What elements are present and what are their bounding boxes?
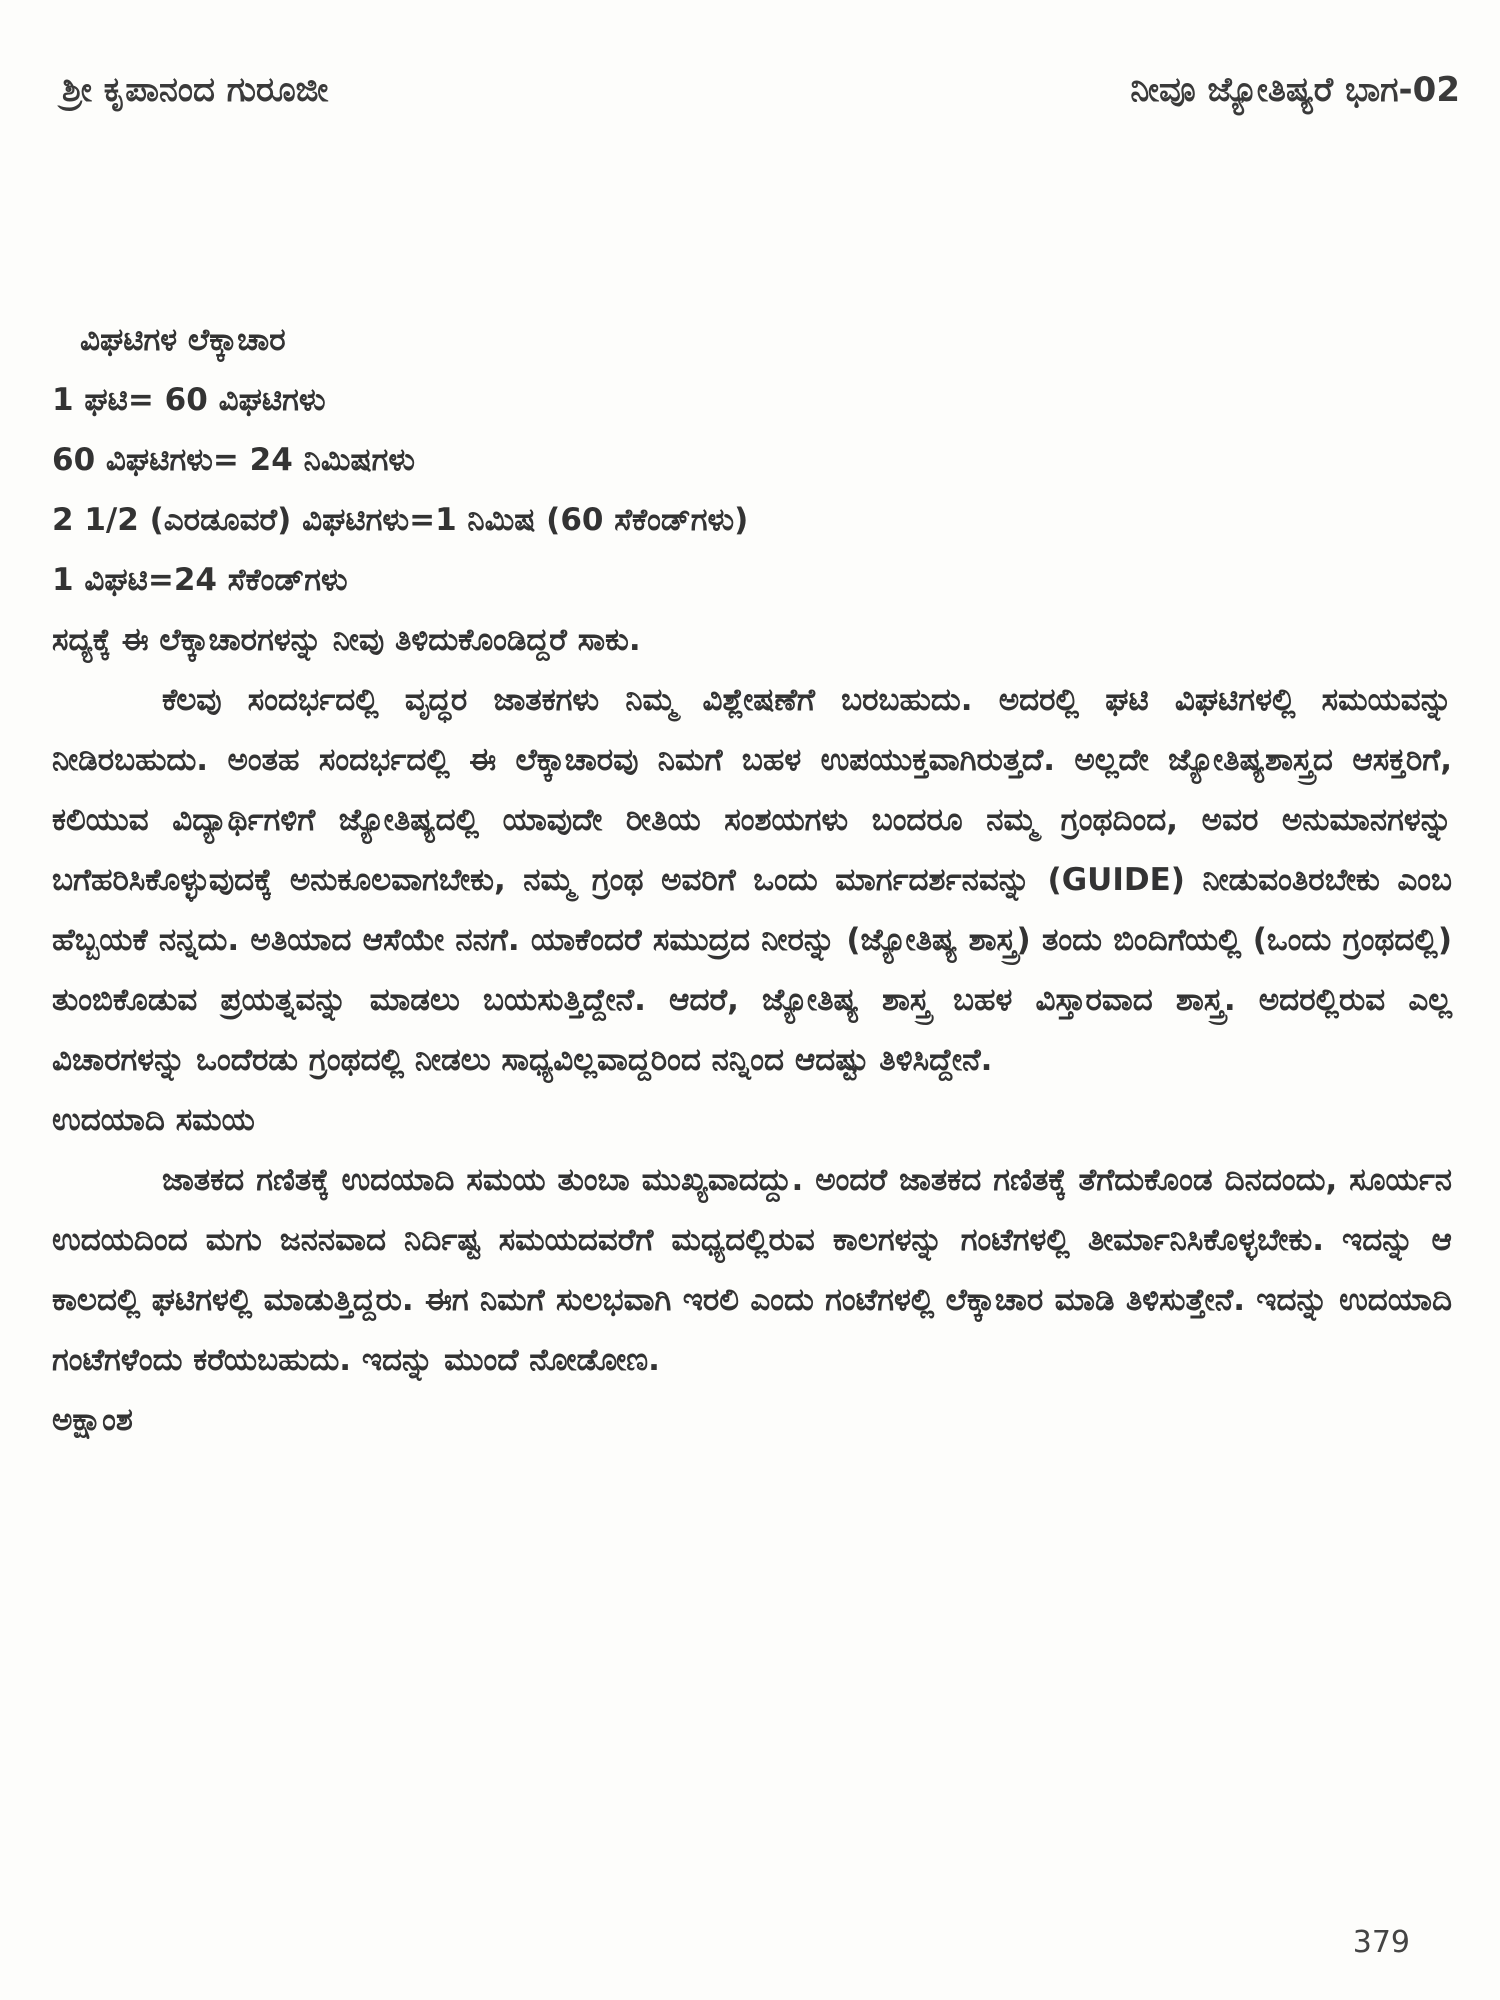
definition-line: 2 1/2 (ಎರಡೂವರೆ) ವಿಘಟಿಗಳು=1 ನಿಮಿಷ (60 ಸೆಕೆಂಡ್‌ಗಳು) (52, 502, 749, 538)
header-author: ಶ್ರೀ ಕೃಪಾನಂದ ಗುರೂಜೀ (62, 70, 329, 110)
definition-line: 1 ಘಟಿ= 60 ವಿಘಟಿಗಳು (52, 382, 326, 418)
summary-line: ಸದ್ಯಕ್ಕೆ ಈ ಲೆಕ್ಕಾಚಾರಗಳನ್ನು ನೀವು ತಿಳಿದುಕೊಂಡಿದ್ದರೆ ಸಾಕು. (52, 622, 641, 658)
section-heading-udayadi: ಉದಯಾದಿ ಸಮಯ (52, 1102, 255, 1138)
section-heading-akshamsha: ಅಕ್ಷಾಂಶ (52, 1402, 133, 1438)
definition-line: 60 ವಿಘಟಿಗಳು= 24 ನಿಮಿಷಗಳು (52, 442, 416, 478)
running-header (62, 70, 1460, 130)
page-number: 379 (1352, 1925, 1410, 1960)
page-content (52, 310, 1452, 1450)
vighati-definitions (52, 310, 1452, 610)
header-book-title: ನೀವೂ ಜ್ಯೋತಿಷ್ಯರೆ ಭಾಗ-02 (1130, 70, 1460, 110)
definition-line: 1 ವಿಘಟಿ=24 ಸೆಕೆಂಡ್‌ಗಳು (52, 562, 348, 598)
body-paragraph-2: ಜಾತಕದ ಗಣಿತಕ್ಕೆ ಉದಯಾದಿ ಸಮಯ ತುಂಬಾ ಮುಖ್ಯವಾದದ್ದು. ಅಂದರೆ ಜಾತಕದ ಗಣಿತಕ್ಕೆ ತೆಗೆದುಕೊಂಡ ದಿನದಂದು, ಸೂರ್ಯನ ಉದಯದಿಂದ ಮಗು ಜನನವಾದ ನಿರ್ದಿಷ್ಟ ಸಮಯದವರೆಗೆ ಮಧ್ಯದಲ್ಲಿರುವ ಕಾಲಗಳನ್ನು ಗಂಟೆಗಳಲ್ಲಿ ತೀರ್ಮಾನಿಸಿಕೊಳ್ಳಬೇಕು. ಇದನ್ನು ಆ ಕಾಲದಲ್ಲಿ ಘಟಿಗಳಲ್ಲಿ ಮಾಡುತ್ತಿದ್ದರು. ಈಗ ನಿಮಗೆ ಸುಲಭವಾಗಿ ಇರಲಿ ಎಂದು ಗಂಟೆಗಳಲ್ಲಿ ಲೆಕ್ಕಾಚಾರ ಮಾಡಿ ತಿಳಿಸುತ್ತೇನೆ. ಇದನ್ನು ಉದಯಾದಿ ಗಂಟೆಗಳೆಂದು ಕರೆಯಬಹುದು. ಇದನ್ನು ಮುಂದೆ ನೋಡೋಣ. (52, 1162, 1452, 1378)
body-paragraph-1: ಕೆಲವು ಸಂದರ್ಭದಲ್ಲಿ ವೃದ್ಧರ ಜಾತಕಗಳು ನಿಮ್ಮ ವಿಶ್ಲೇಷಣೆಗೆ ಬರಬಹುದು. ಅದರಲ್ಲಿ ಘಟಿ ವಿಘಟಿಗಳಲ್ಲಿ ಸಮಯವನ್ನು ನೀಡಿರಬಹುದು. ಅಂತಹ ಸಂದರ್ಭದಲ್ಲಿ ಈ ಲೆಕ್ಕಾಚಾರವು ನಿಮಗೆ ಬಹಳ ಉಪಯುಕ್ತವಾಗಿರುತ್ತದೆ. ಅಲ್ಲದೇ ಜ್ಯೋತಿಷ್ಯಶಾಸ್ತ್ರದ ಆಸಕ್ತರಿಗೆ, ಕಲಿಯುವ ವಿದ್ಯಾರ್ಥಿಗಳಿಗೆ ಜ್ಯೋತಿಷ್ಯದಲ್ಲಿ ಯಾವುದೇ ರೀತಿಯ ಸಂಶಯಗಳು ಬಂದರೂ ನಮ್ಮ ಗ್ರಂಥದಿಂದ, ಅವರ ಅನುಮಾನಗಳನ್ನು ಬಗೆಹರಿಸಿಕೊಳ್ಳುವುದಕ್ಕೆ ಅನುಕೂಲವಾಗಬೇಕು, ನಮ್ಮ ಗ್ರಂಥ ಅವರಿಗೆ ಒಂದು ಮಾರ್ಗದರ್ಶನವನ್ನು (GUIDE) ನೀಡುವಂತಿರಬೇಕು ಎಂಬ ಹೆಬ್ಬಯಕೆ ನನ್ನದು. ಅತಿಯಾದ ಆಸೆಯೇ ನನಗೆ. ಯಾಕೆಂದರೆ ಸಮುದ್ರದ ನೀರನ್ನು (ಜ್ಯೋತಿಷ್ಯ ಶಾಸ್ತ್ರ) ತಂದು ಬಿಂದಿಗೆಯಲ್ಲಿ (ಒಂದು ಗ್ರಂಥದಲ್ಲಿ) ತುಂಬಿಕೊಡುವ ಪ್ರಯತ್ನವನ್ನು ಮಾಡಲು ಬಯಸುತ್ತಿದ್ದೇನೆ. ಆದರೆ, ಜ್ಯೋತಿಷ್ಯ ಶಾಸ್ತ್ರ ಬಹಳ ವಿಸ್ತಾರವಾದ ಶಾಸ್ತ್ರ. ಅದರಲ್ಲಿರುವ ಎಲ್ಲ ವಿಚಾರಗಳನ್ನು ಒಂದೆರಡು ಗ್ರಂಥದಲ್ಲಿ ನೀಡಲು ಸಾಧ್ಯವಿಲ್ಲವಾದ್ದರಿಂದ ನನ್ನಿಂದ ಆದಷ್ಟು ತಿಳಿಸಿದ್ದೇನೆ. (52, 682, 1452, 1078)
definitions-title: ವಿಘಟಿಗಳ ಲೆಕ್ಕಾಚಾರ (80, 322, 286, 358)
